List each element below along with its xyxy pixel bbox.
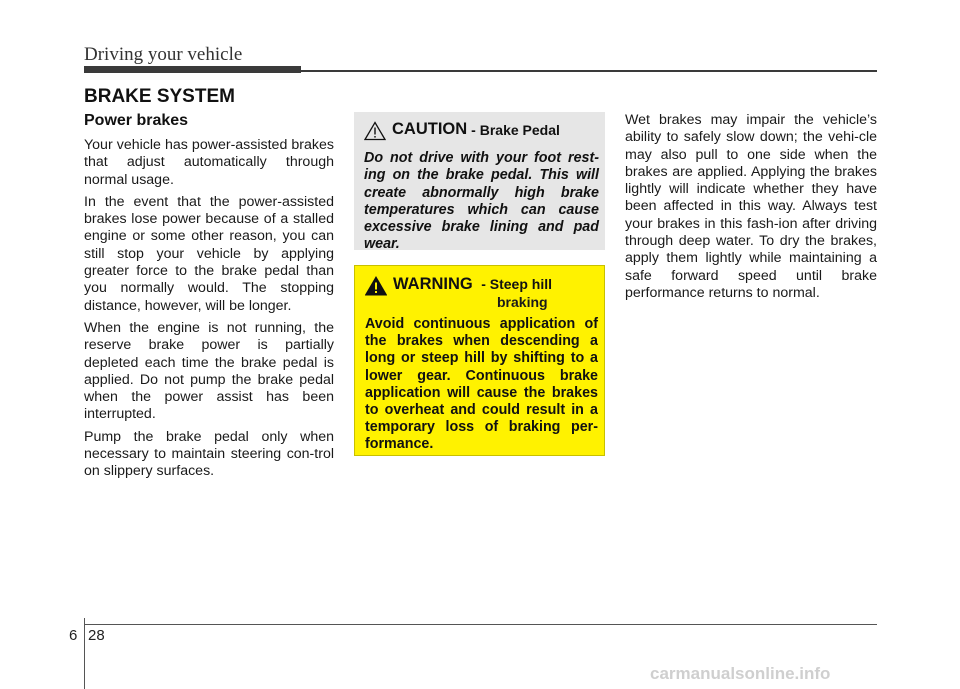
caution-box	[354, 112, 605, 253]
caution-triangle-icon	[364, 121, 386, 141]
watermark: carmanualsonline.info	[650, 664, 831, 683]
body-paragraph: Your vehicle has power-assisted brakes that adjust automatically through normal usage.	[84, 137, 334, 188]
chapter-title: Driving your vehicle	[84, 44, 243, 65]
subsection-heading: Power brakes	[84, 112, 189, 129]
body-paragraph: Pump the brake pedal only when necessary to maintain steering con-trol on slippery surfaces.	[84, 428, 334, 480]
body-paragraph: Wet brakes may impair the vehicle’s ability to safely slow down; the vehi-cle may also pull to one side when the brakes are applied. Applying the brakes lightly will indicate whether they have been affected in this way. Always test your brakes in this fash-ion after driving through deep water. To dry the brakes, apply them lightly while maintaining a safe forward speed until brake performance returns to normal.	[625, 112, 877, 301]
warning-subject: - Steep hill	[481, 276, 552, 292]
page-section-number: 6	[69, 627, 78, 644]
warning-title	[393, 275, 552, 294]
caution-label: CAUTION	[392, 120, 468, 138]
right-column	[625, 112, 877, 307]
page-number: 28	[88, 627, 105, 644]
header-rule-thin	[301, 70, 877, 72]
caution-text: Do not drive with your foot rest-ing on the brake pedal. This will create abnormally high brake temperatures which can cause excessive brake lining and pad wear.	[364, 150, 599, 253]
footer-divider	[84, 618, 85, 689]
warning-text: Avoid continuous application of the brakes when descending a long or steep hill by shifting to a lower gear. Continuous brake application will cause the brakes to overheat and could result in a temporary loss of braking per-formance.	[365, 316, 598, 453]
warning-label: WARNING	[393, 275, 473, 293]
warning-triangle-icon	[365, 276, 387, 296]
warning-subject-continued: braking	[497, 294, 548, 310]
left-column	[84, 112, 334, 486]
body-paragraph: When the engine is not running, the reserve brake power is partially depleted each time the brake pedal is applied. Do not pump the brake pedal when the power assist has been interrupted.	[84, 319, 334, 423]
warning-box	[354, 265, 605, 456]
footer-rule	[84, 624, 877, 625]
body-paragraph: In the event that the power-assisted brakes lose power because of a stalled engine or some other reason, you can still stop your vehicle by applying greater force to the brake pedal than you normally would. The stopping distance, however, will be longer.	[84, 193, 334, 314]
caution-subject: - Brake Pedal	[471, 122, 560, 138]
section-title: BRAKE SYSTEM	[84, 86, 235, 107]
warning-header	[365, 275, 598, 296]
header-rule-thick	[84, 66, 301, 73]
caution-header	[364, 120, 599, 141]
